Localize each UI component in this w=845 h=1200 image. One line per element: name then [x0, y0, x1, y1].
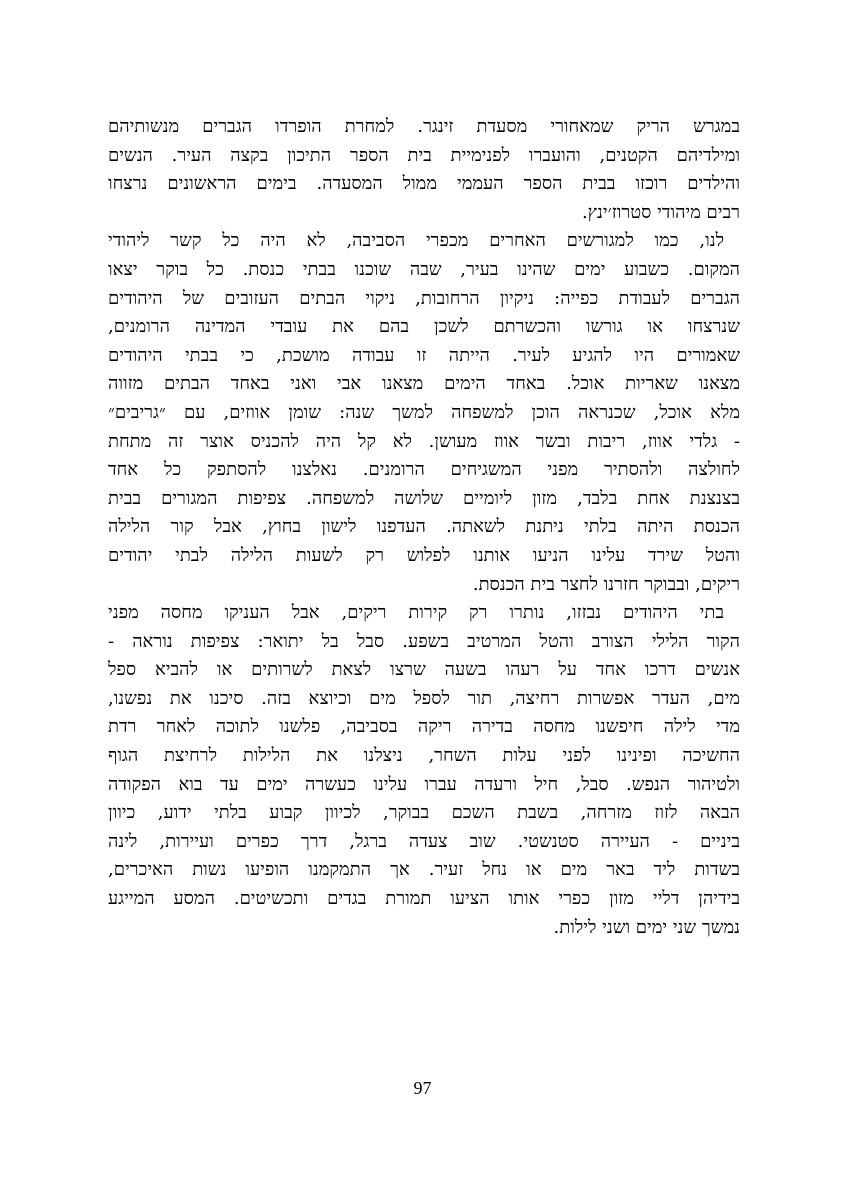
text-line: בתי היהודים נבזזו, נותרו רק קירות ריקים, אבל העניקו מחסה מפני [108, 602, 724, 624]
text-line: ולטיהור הנפש. סבל, חיל ורעדה עברו עלינו כעשרה ימים עד בוא הפקודה [108, 773, 740, 795]
text-line: שאמורים היו להגיע לעיר. הייתה זו עבודה מושכת, כי בבתי היהודים [108, 344, 740, 366]
text-line: שנרצחו או גורשו והכשרתם לשכן בהם את עובדי המדינה הרומנים, [108, 316, 740, 338]
text-line: והטל שירד עלינו הניעו אותנו לפלוש רק לשעות הלילה לבתי יהודים [108, 544, 740, 566]
text-line: - גלדי אווז, ריבות ובשר אווז מעושן. לא קל היה להכניס אוצר זה מתחת [108, 430, 740, 452]
text-line: בצנצנת אחת בלבד, מזון ליומיים שלושה למשפחה. צפיפות המגורים בבית [108, 487, 740, 509]
text-line: המקום. כשבוע ימים שהינו בעיר, שבה שוכנו בבתי כנסת. כל בוקר יצאו [108, 258, 740, 280]
text-line: החשיכה ופינינו לפני עלות השחר, ניצלנו את הלילות לרחיצת הגוף [108, 745, 740, 767]
text-line: ומילדיהם הקטנים, והועברו לפנימיית בית הספר התיכון בקצה העיר. הנשים [108, 144, 740, 166]
text-line: ביניים - העיירה סטנשטי. שוב צעדה ברגל, דרך כפרים ועיירות, לינה [108, 830, 740, 852]
text-line: הכנסת היתה בלתי ניתנת לשאתה. העדפנו לישון בחוץ, אבל קור הלילה [108, 516, 740, 538]
text-line: בשדות ליד באר מים או נחל זעיר. אך התמקמנו הופיעו נשות האיכרים, [108, 859, 740, 881]
body-text [108, 113, 740, 942]
text-line: במגרש הריק שמאחורי מסעדת זינגר. למחרת הופרדו הגברים מנשותיהם [108, 116, 740, 137]
page-number: 97 [413, 1078, 432, 1098]
text-line: רבים מיהודי סטרוז׳ינץ. [581, 201, 740, 223]
text-line: והילדים רוכזו בבית הספר העממי ממול המסעדה. בימים הראשונים נרצחו [108, 173, 740, 195]
text-line: מצאנו שאריות אוכל. באחד הימים מצאנו אבי ואני באחד הבתים מזווה [108, 373, 740, 395]
text-line: אנשים דרכו אחד על רעהו בשעה שרצו לצאת לשרותים או להביא ספל [108, 659, 740, 681]
text-line: הגברים לעבודת כפייה: ניקיון הרחובות, ניקוי הבתים העזובים של היהודים [108, 287, 740, 309]
text-line: הקור הלילי הצורב והטל המרטיב בשפע. סבל בל יתואר: צפיפות נוראה - [108, 630, 740, 652]
text-line: מלא אוכל, שכנראה הוכן למשפחה למשך שנה: שומן אווזים, עם ״גריבים״ [108, 401, 740, 423]
paragraph-1 [108, 113, 740, 227]
text-line: מדי לילה חיפשנו מחסה בדירה ריקה בסביבה, פלשנו לתוכה לאחר רדת [108, 716, 740, 738]
text-line: לנו, כמו למגורשים האחרים מכפרי הסביבה, לא היה כל קשר ליהודי [108, 230, 724, 252]
text-line: מים, העדר אפשרות רחיצה, תור לספל מים וכיוצא בזה. סיכנו את נפשנו, [108, 687, 740, 709]
text-line: הבאה לזוז מזרחה, בשבת השכם בבוקר, לכיוון קבוע בלתי ידוע, כיוון [108, 802, 740, 824]
text-line: נמשך שני ימים ושני לילות. [553, 916, 740, 938]
text-line: לחולצה ולהסתיר מפני המשגיחים הרומנים. נאלצנו להסתפק כל אחד [108, 459, 740, 481]
text-line: ריקים, ובבוקר חזרנו לחצר בית הכנסת. [472, 573, 740, 595]
paragraph-2 [108, 227, 740, 599]
paragraph-3 [108, 599, 740, 942]
text-line: בידיהן דליי מזון כפרי אותו הציעו תמורת בגדים ותכשיטים. המסע המייגע [108, 888, 740, 910]
